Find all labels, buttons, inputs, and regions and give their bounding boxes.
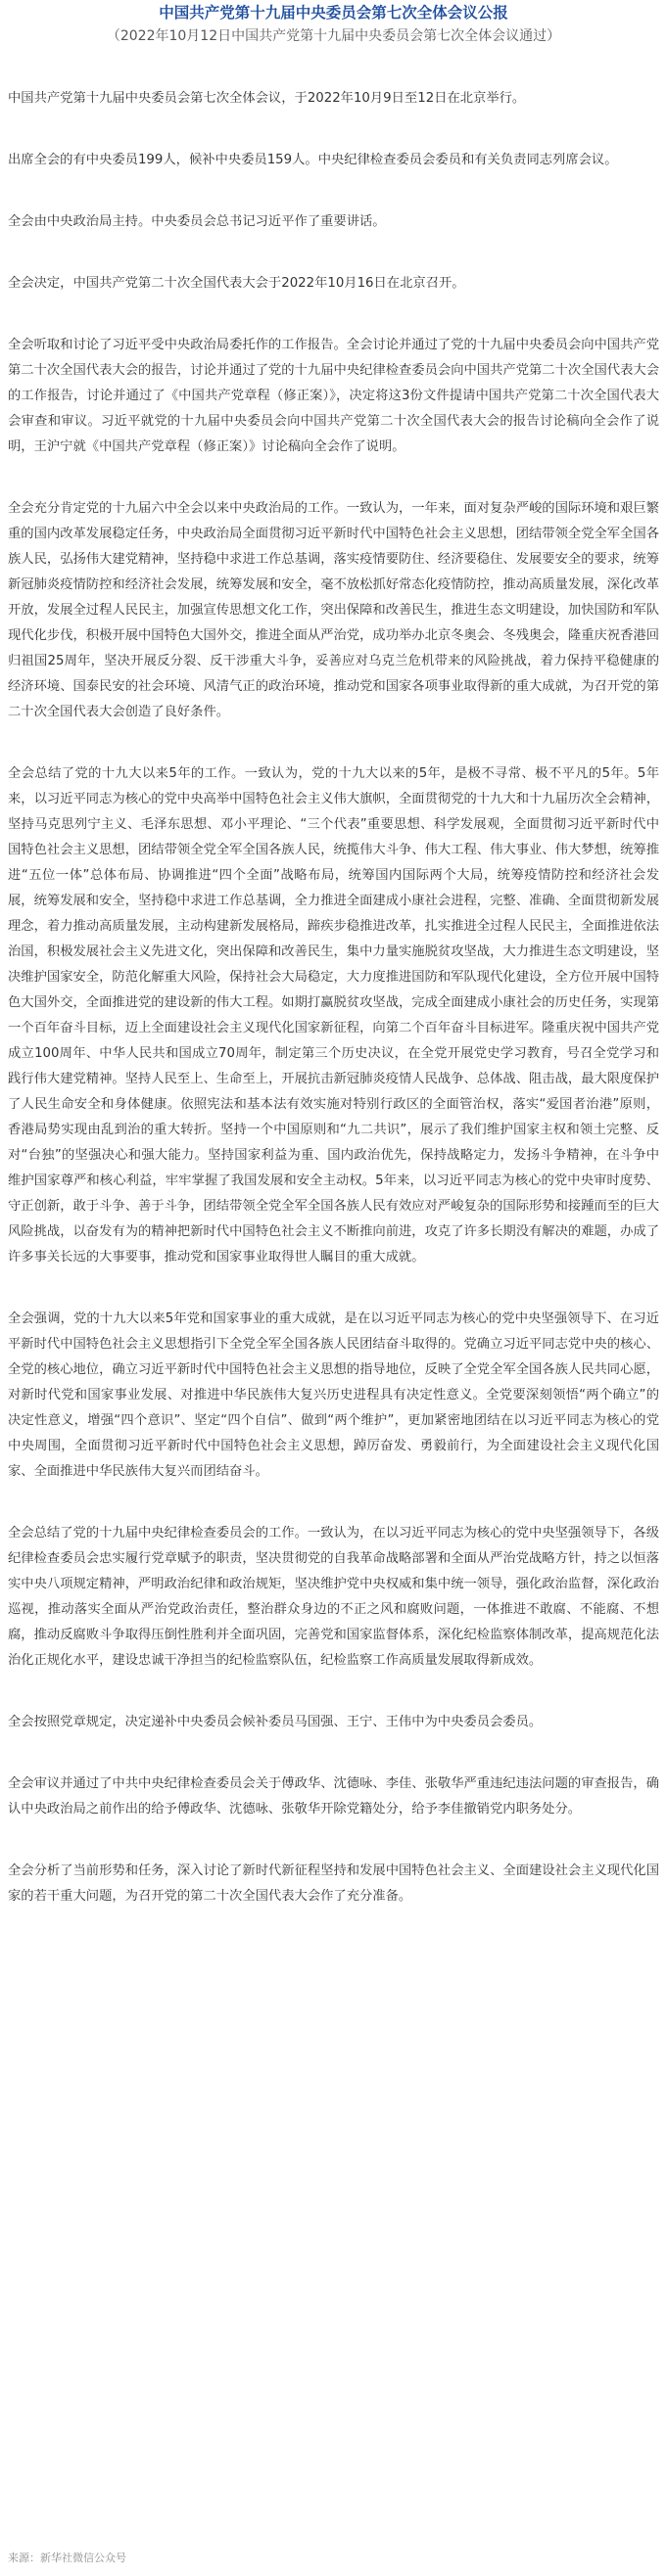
paragraph-preparation: 全会分析了当前形势和任务，深入讨论了新时代新征程坚持和发展中国特色社会主义、全面建设社会主义现代化国家的若干重大问题，为召开党的第二十次全国代表大会作了充分准备。 [8, 1863, 659, 1904]
paragraph-emphasis: 全会强调，党的十九大以来5年党和国家事业的重大成就，是在以习近平同志为核心的党中央坚强领导下、在习近平新时代中国特色社会主义思想指引下全党全军全国各族人民团结奋斗取得的。党确立习近平同志党中央的核心、全党的核心地位，确立习近平新时代中国特色社会主义思想的指导地位，反映了全党全军全国各族人民共同心愿，对新时代党和国家事业发展、对推进中华民族伟大复兴历史进程具有决定性意义。全党要深刻领悟“两个确立”的决定性意义，增强“四个意识”、坚定“四个自信”、做到“两个维护”，更加紧密地团结在以习近平同志为核心的党中央周围，全面贯彻习近平新时代中国特色社会主义思想，踔厉奋发、勇毅前行，为全面建设社会主义现代化国家、全面推进中华民族伟大复兴而团结奋斗。 [8, 1311, 659, 1479]
paragraph-five-year-summary: 全会总结了党的十九大以来5年的工作。一致认为，党的十九大以来的5年，是极不寻常、极不平凡的5年。5年来，以习近平同志为核心的党中央高举中国特色社会主义伟大旗帜，全面贯彻党的十九大和十九届历次全会精神，坚持马克思列宁主义、毛泽东思想、邓小平理论、“三个代表”重要思想、科学发展观，全面贯彻习近平新时代中国特色社会主义思想，团结带领全党全军全国各族人民，统揽伟大斗争、伟大工程、伟大事业、伟大梦想，统筹推进“五位一体”总体布局、协调推进“四个全面”战略布局，统筹国内国际两个大局，统筹疫情防控和经济社会发展，统筹发展和安全，坚持稳中求进工作总基调，全力推进全面建成小康社会进程，完整、准确、全面贯彻新发展理念，着力推动高质量发展，主动构建新发展格局，蹄疾步稳推进改革，扎实推进全过程人民民主，全面推进依法治国，积极发展社会主义先进文化，突出保障和改善民生，集中力量实施脱贫攻坚战，大力推进生态文明建设，坚决维护国家安全，防范化解重大风险，保持社会大局稳定，大力度推进国防和军队现代化建设，全方位开展中国特色大国外交，全面推进党的建设新的伟大工程。如期打赢脱贫攻坚战，完成全面建成小康社会的历史任务，实现第一个百年奋斗目标，迈上全面建设社会主义现代化国家新征程，向第二个百年奋斗目标进军。隆重庆祝中国共产党成立100周年、中华人民共和国成立70周年，制定第三个历史决议，在全党开展党史学习教育，号召全党学习和践行伟大建党精神。坚持人民至上、生命至上，开展抗击新冠肺炎疫情人民战争、总体战、阻击战，最大限度保护了人民生命安全和身体健康。依照宪法和基本法有效实施对特别行政区的全面管治权，落实“爱国者治港”原则，香港局势实现由乱到治的重大转折。坚持一个中国原则和“九二共识”，展示了我们维护国家主权和领土完整、反对“台独”的坚强决心和强大能力。坚持国家利益为重、国内政治优先，保持战略定力，发扬斗争精神，在斗争中维护国家尊严和核心利益，牢牢掌握了我国发展和安全主动权。5年来，以习近平同志为核心的党中央审时度势、守正创新，敢于斗争、善于斗争，团结带领全党全军全国各族人民有效应对严峻复杂的国际形势和接踵而至的巨大风险挑战，以奋发有为的精神把新时代中国特色社会主义不断推向前进，攻克了许多长期没有解决的难题，办成了许多事关长远的大事要事，推动党和国家事业取得世人瞩目的重大成就。 [8, 766, 659, 1265]
paragraph-work-report: 全会听取和讨论了习近平受中央政治局委托作的工作报告。全会讨论并通过了党的十九届中央委员会向中国共产党第二十次全国代表大会的报告，讨论并通过了党的十九届中央纪律检查委员会向中国共产党第二十次全国代表大会的工作报告，讨论并通过了《中国共产党章程（修正案）》，决定将这3份文件提请中国共产党第二十次全国代表大会审查和审议。习近平就党的十九届中央委员会向中国共产党第二十次全国代表大会的报告讨论稿向全会作了说明，王沪宁就《中国共产党章程（修正案）》讨论稿向全会作了说明。 [8, 338, 659, 454]
paragraph-past-year-work: 全会充分肯定党的十九届六中全会以来中央政治局的工作。一致认为，一年来，面对复杂严峻的国际环境和艰巨繁重的国内改革发展稳定任务，中央政治局全面贯彻习近平新时代中国特色社会主义思想，团结带领全党全军全国各族人民，弘扬伟大建党精神，坚持稳中求进工作总基调，落实疫情要防住、经济要稳住、发展要安全的要求，统筹新冠肺炎疫情防控和经济社会发展，统筹发展和安全，毫不放松抓好常态化疫情防控，推动高质量发展，深化改革开放，发展全过程人民民主，加强宣传思想文化工作，突出保障和改善民生，推进生态文明建设，加快国防和军队现代化步伐，积极开展中国特色大国外交，推进全面从严治党，成功举办北京冬奥会、冬残奥会，隆重庆祝香港回归祖国25周年，坚决开展反分裂、反干涉重大斗争，妥善应对乌克兰危机带来的风险挑战，着力保持平稳健康的经济环境、国泰民安的社会环境、风清气正的政治环境，推动党和国家各项事业取得新的重大成就，为召开党的第二十次全国代表大会创造了良好条件。 [8, 501, 659, 719]
paragraph-presided: 全会由中央政治局主持。中央委员会总书记习近平作了重要讲话。 [8, 214, 386, 229]
paragraph-attendance: 出席全会的有中央委员199人，候补中央委员159人。中央纪律检查委员会委员和有关负责同志列席会议。 [8, 153, 618, 167]
article-body [8, 86, 659, 1909]
article-title: 中国共产党第十九届中央委员会第七次全体会议公报 [159, 4, 508, 22]
paragraph-congress-date: 全会决定，中国共产党第二十次全国代表大会于2022年10月16日在北京召开。 [8, 276, 465, 291]
paragraph-review-report: 全会审议并通过了中共中央纪律检查委员会关于傅政华、沈德咏、李佳、张敬华严重违纪违法问题的审查报告，确认中央政治局之前作出的给予傅政华、沈德咏、张敬华开除党籍处分，给予李佳撤销党内职务处分。 [8, 1776, 659, 1817]
paragraph-member-succession: 全会按照党章规定，决定递补中央委员会候补委员马国强、王宁、王伟中为中央委员会委员。 [8, 1715, 543, 1729]
source-note: 来源：新华社微信公众号 [8, 2552, 126, 2564]
paragraph-discipline-commission: 全会总结了党的十九届中央纪律检查委员会的工作。一致认为，在以习近平同志为核心的党中央坚强领导下，各级纪律检查委员会忠实履行党章赋予的职责，坚决贯彻党的自我革命战略部署和全面从严治党战略方针，持之以恒落实中央八项规定精神，严明政治纪律和政治规矩，坚决维护党中央权威和集中统一领导，强化政治监督，深化政治巡视，推动落实全面从严治党政治责任，整治群众身边的不正之风和腐败问题，一体推进不敢腐、不能腐、不想腐，推动反腐败斗争取得压倒性胜利并全面巩固，完善党和国家监督体系，深化纪检监察体制改革，提高规范化法治化正规化水平，建设忠诚干净担当的纪检监察队伍，纪检监察工作高质量发展取得新成效。 [8, 1526, 659, 1668]
paragraph-session-dates: 中国共产党第十九届中央委员会第七次全体会议，于2022年10月9日至12日在北京举行。 [8, 91, 526, 106]
article-subtitle: （2022年10月12日中国共产党第十九届中央委员会第七次全体会议通过） [106, 28, 561, 44]
